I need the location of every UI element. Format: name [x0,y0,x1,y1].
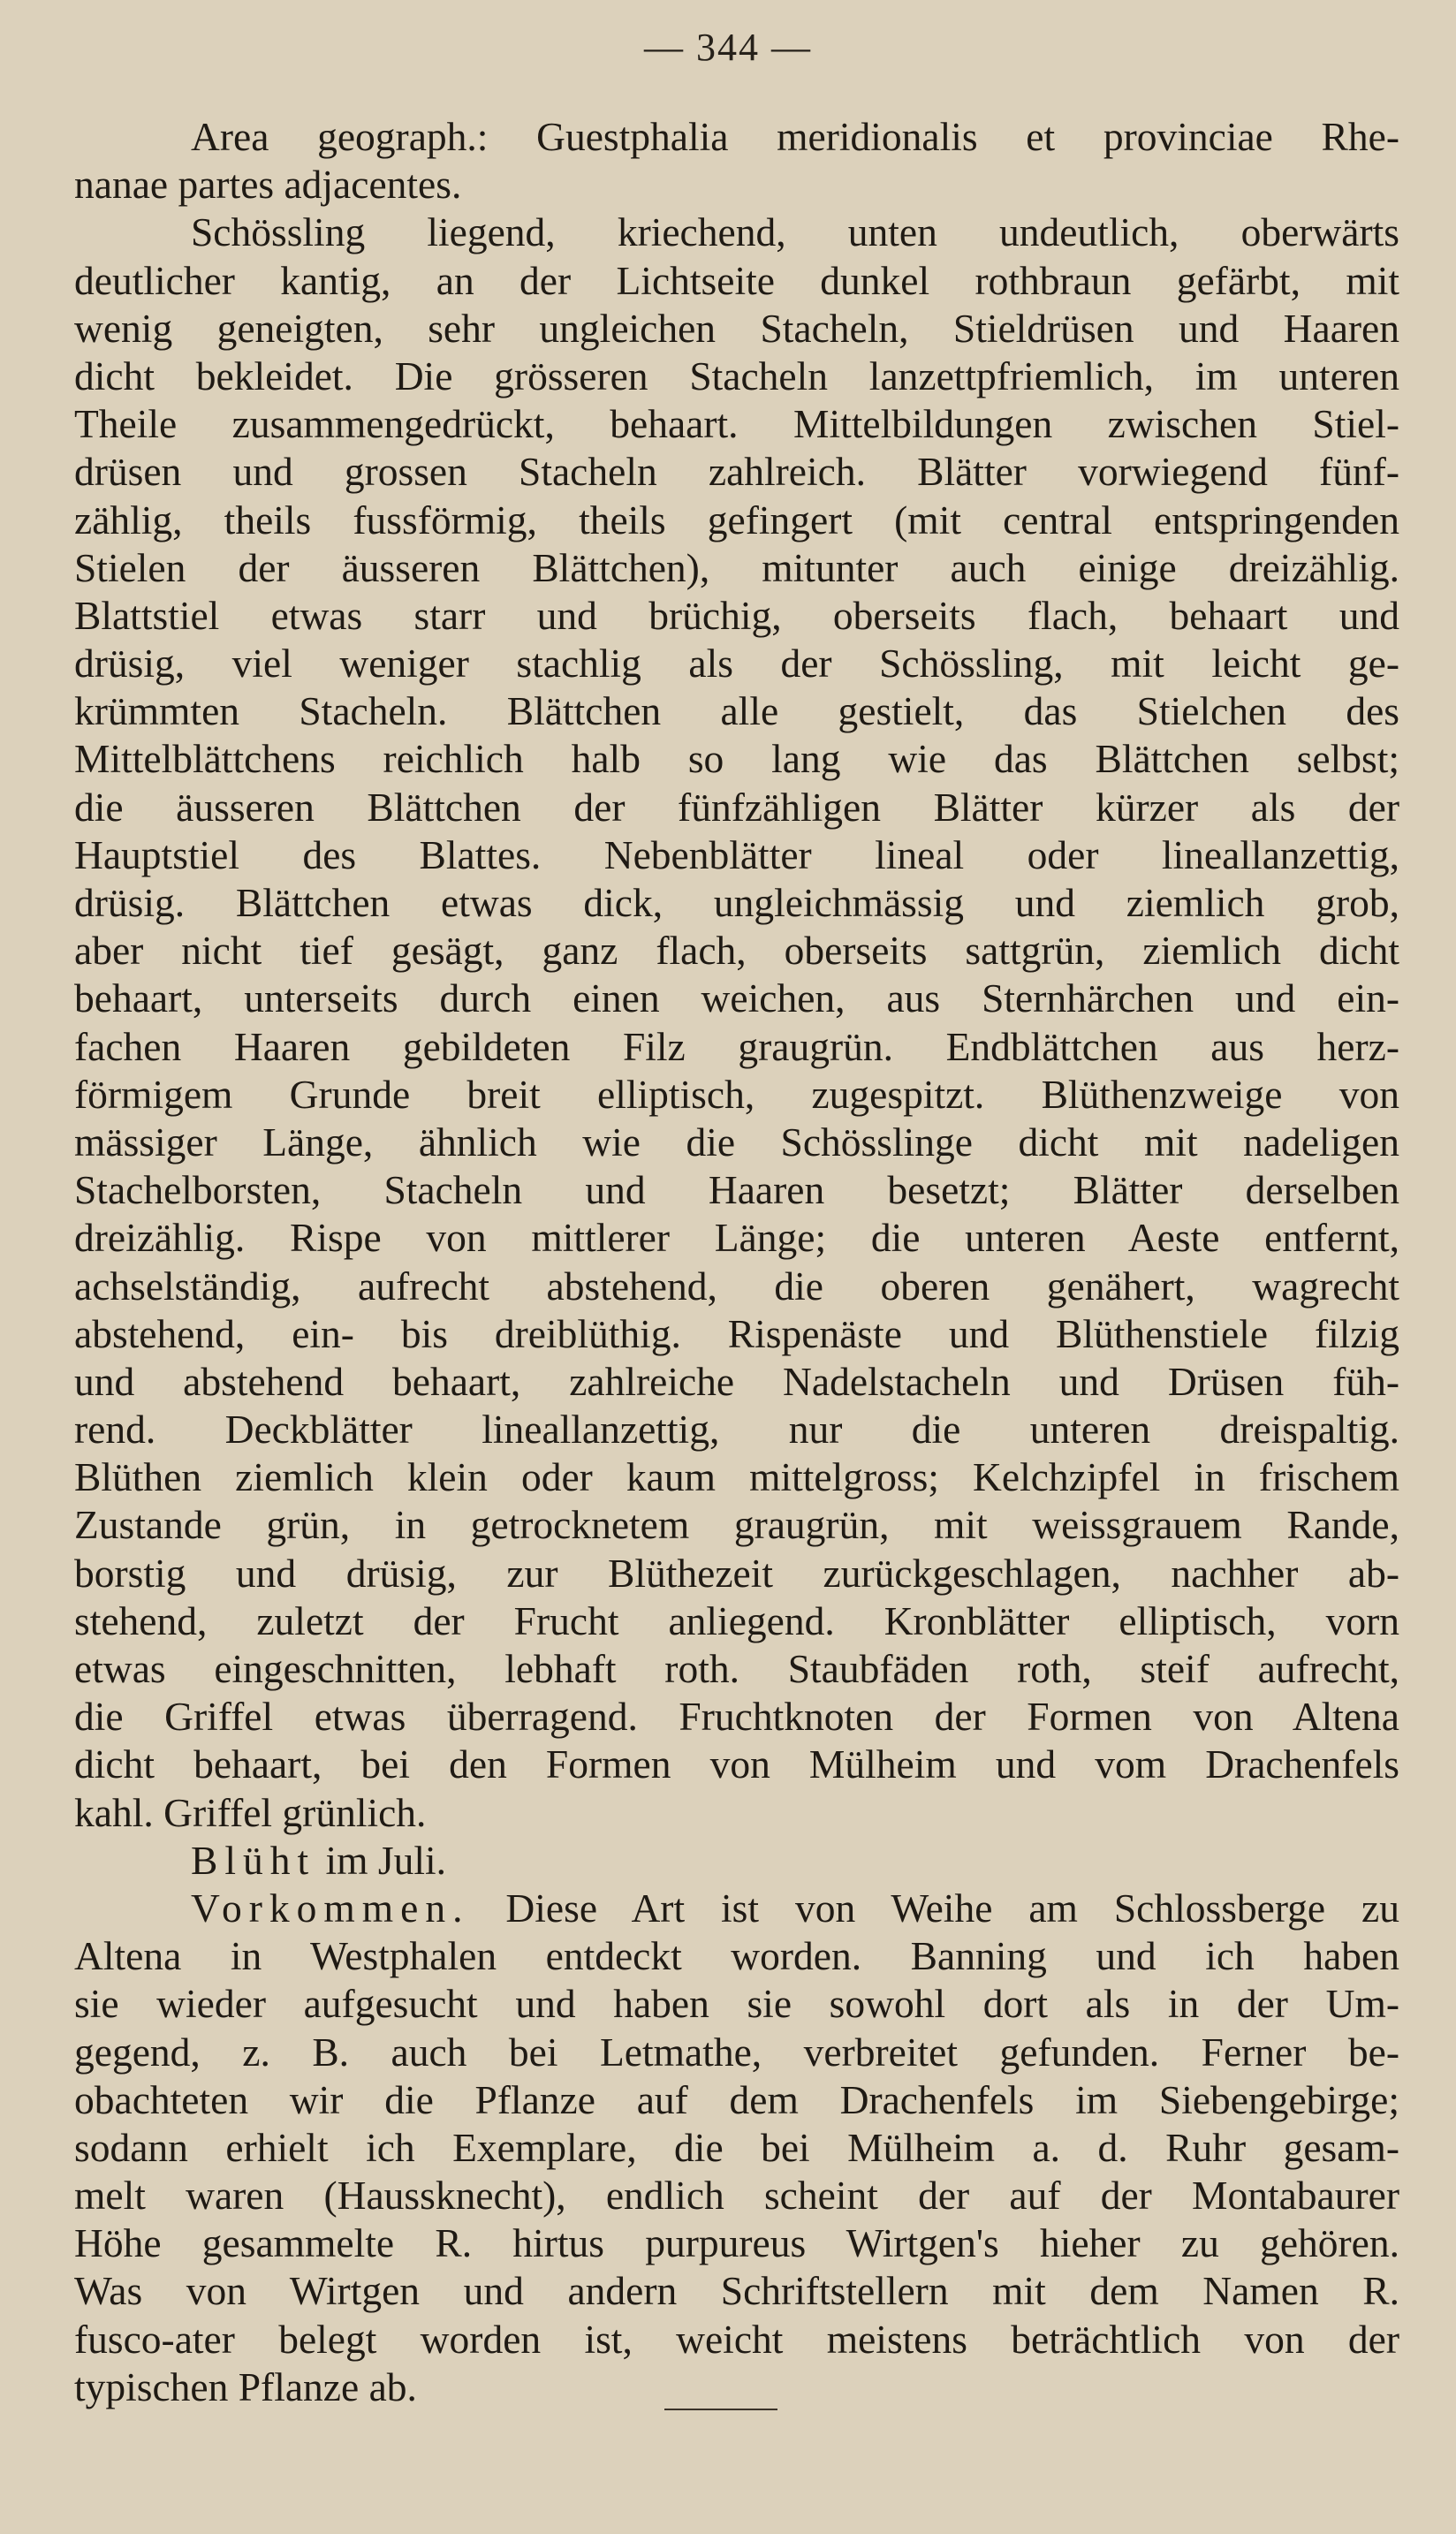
text-line: Mittelblättchens reichlich halb so lang wie das Blättchen selbst; [74,736,1399,782]
text-line: fusco-ater belegt worden ist, weicht meistens beträchtlich von der [74,2316,1399,2362]
line-rest: im Juli. [315,1837,447,1883]
body-text [74,113,1399,2411]
text-line: borstig und drüsig, zur Blüthezeit zurückgeschlagen, nachher ab- [74,1550,1399,1596]
text-line: drüsig. Blättchen etwas dick, ungleichmässig und ziemlich grob, [74,880,1399,925]
page-number: — 344 — [644,26,812,69]
text-line: nanae partes adjacentes. [74,162,462,208]
text-line: behaart, unterseits durch einen weichen, aus Sternhärchen und ein- [74,975,1399,1021]
text-line: Hauptstiel des Blattes. Nebenblätter lineal oder lineallanzettig, [74,831,1399,877]
text-line: Theile zusammengedrückt, behaart. Mittelbildungen zwischen Stiel- [74,401,1399,447]
text-line: obachteten wir die Pflanze auf dem Drachenfels im Siebengebirge; [74,2076,1399,2122]
text-line: Area geograph.: Guestphalia meridionalis et provinciae Rhe- [191,114,1399,159]
line-rest: Diese Art ist von Weihe am Schlossberge zu [469,1885,1399,1931]
text-line: typischen Pflanze ab. [74,2363,417,2409]
end-rule [664,2409,777,2410]
text-line: wenig geneigten, sehr ungleichen Stacheln, Stieldrüsen und Haaren [74,305,1399,351]
text-line: Zustande grün, in getrocknetem graugrün, mit weissgrauem Rande, [74,1502,1399,1548]
text-line: die Griffel etwas überragend. Fruchtknoten der Formen von Altena [74,1694,1399,1740]
text-line: aber nicht tief gesägt, ganz flach, oberseits sattgrün, ziemlich dicht [74,928,1399,974]
spaced-heading: Blüht [191,1837,316,1883]
text-line: abstehend, ein- bis dreiblüthig. Rispenäste und Blüthenstiele filzig [74,1310,1399,1356]
text-line: dreizählig. Rispe von mittlerer Länge; die unteren Aeste entfernt, [74,1215,1399,1261]
text-line: die äusseren Blättchen der fünfzähligen Blätter kürzer als der [74,784,1399,830]
text-line: melt waren (Haussknecht), endlich scheint der auf der Montabaurer [74,2173,1399,2219]
text-line: etwas eingeschnitten, lebhaft roth. Staubfäden roth, steif aufrecht, [74,1646,1399,1691]
text-line: krümmten Stacheln. Blättchen alle gestielt, das Stielchen des [74,688,1399,734]
text-line: fachen Haaren gebildeten Filz graugrün. Endblättchen aus herz- [74,1023,1399,1069]
text-line: dicht behaart, bei den Formen von Mülheim und vom Drachenfels [74,1741,1399,1787]
text-line: rend. Deckblätter lineallanzettig, nur die unteren dreispaltig. [74,1407,1399,1453]
text-line: sie wieder aufgesucht und haben sie sowohl dort als in der Um- [74,1981,1399,2027]
text-line: stehend, zuletzt der Frucht anliegend. Kronblätter elliptisch, vorn [74,1597,1399,1643]
text-line [74,1885,1399,1932]
text-line: gegend, z. B. auch bei Letmathe, verbreitet gefunden. Ferner be- [74,2029,1399,2075]
text-line: förmigem Grunde breit elliptisch, zugespitzt. Blüthenzweige von [74,1071,1399,1117]
spaced-heading: Vorkommen. [191,1885,470,1931]
text-line: zählig, theils fussförmig, theils gefingert (mit central entspringenden [74,497,1399,542]
text-line: Stachelborsten, Stacheln und Haaren besetzt; Blätter derselben [74,1167,1399,1213]
text-line: achselständig, aufrecht abstehend, die oberen genähert, wagrecht [74,1263,1399,1309]
text-line: Stielen der äusseren Blättchen), mitunter auch einige dreizählig. [74,544,1399,590]
text-line: Blattstiel etwas starr und brüchig, oberseits flach, behaart und [74,592,1399,638]
text-line: Blüthen ziemlich klein oder kaum mittelgross; Kelchzipfel in frischem [74,1454,1399,1500]
text-line: deutlicher kantig, an der Lichtseite dunkel rothbraun gefärbt, mit [74,257,1399,303]
text-line [74,1837,1399,1885]
text-line: Höhe gesammelte R. hirtus purpureus Wirtgen's hieher zu gehören. [74,2220,1399,2266]
text-line: mässiger Länge, ähnlich wie die Schösslinge dicht mit nadeligen [74,1119,1399,1165]
text-line: kahl. Griffel grünlich. [74,1789,427,1835]
text-line: und abstehend behaart, zahlreiche Nadelstacheln und Drüsen füh- [74,1358,1399,1404]
text-line: sodann erhielt ich Exemplare, die bei Mülheim a. d. Ruhr gesam- [74,2124,1399,2170]
text-line: Altena in Westphalen entdeckt worden. Banning und ich haben [74,1933,1399,1979]
text-line: drüsen und grossen Stacheln zahlreich. Blätter vorwiegend fünf- [74,449,1399,495]
text-line: dicht bekleidet. Die grösseren Stacheln lanzettpfriemlich, im unteren [74,353,1399,398]
text-line: Schössling liegend, kriechend, unten undeutlich, oberwärts [191,209,1399,255]
text-line: drüsig, viel weniger stachlig als der Schössling, mit leicht ge- [74,641,1399,687]
text-line: Was von Wirtgen und andern Schriftstellern mit dem Namen R. [74,2268,1399,2314]
